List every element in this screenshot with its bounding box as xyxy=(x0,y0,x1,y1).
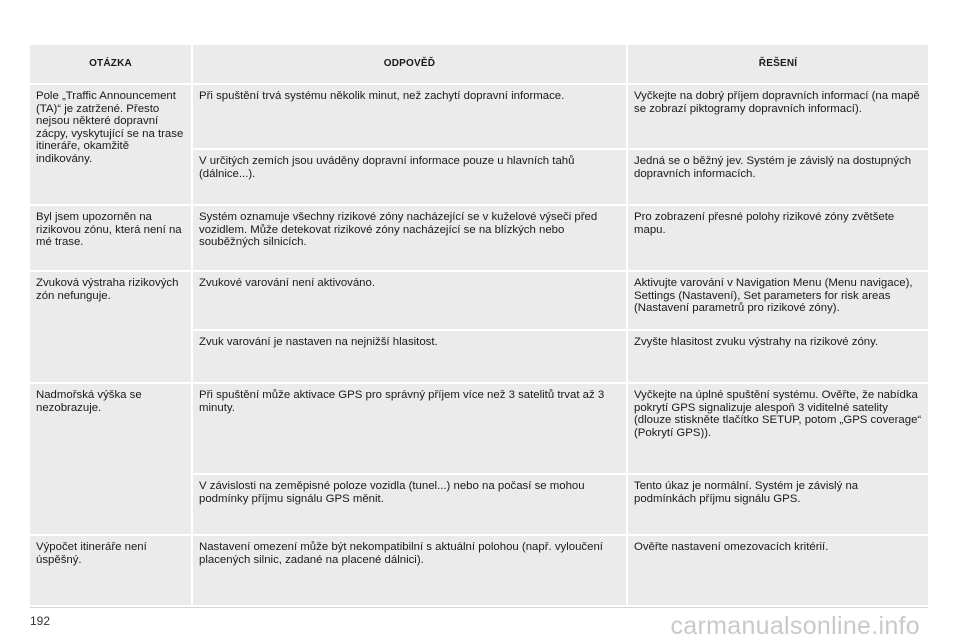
table-row xyxy=(30,205,928,271)
answer-cell: Nastavení omezení může být nekompatibilní s aktuální polohou (např. vyloučení placených silnic, zadané na placené dálnici). xyxy=(192,535,627,606)
solution-cell: Pro zobrazení přesné polohy rizikové zóny zvětšete mapu. xyxy=(627,205,928,271)
header-solution: ŘEŠENÍ xyxy=(627,45,928,84)
troubleshooting-table xyxy=(30,45,928,607)
question-cell: Pole „Traffic Announcement (TA)“ je zatržené. Přesto nejsou některé dopravní zácpy, vyskytující se na trase itineráře, okamžitě indikovány. xyxy=(30,84,192,205)
question-cell: Výpočet itineráře není úspěšný. xyxy=(30,535,192,606)
table-row xyxy=(30,84,928,149)
solution-cell: Vyčkejte na úplné spuštění systému. Ověřte, že nabídka pokrytí GPS signalizuje alespoň 3 viditelné satelity (dlouze stiskněte tlačítko SETUP, potom „GPS coverage“ (Pokrytí GPS)). xyxy=(627,383,928,474)
answer-cell: V určitých zemích jsou uváděny dopravní informace pouze u hlavních tahů (dálnice...). xyxy=(192,149,627,205)
table-row xyxy=(30,383,928,474)
question-cell: Byl jsem upozorněn na rizikovou zónu, která není na mé trase. xyxy=(30,205,192,271)
solution-cell: Vyčkejte na dobrý příjem dopravních informací (na mapě se zobrazí piktogramy dopravních informací). xyxy=(627,84,928,149)
solution-cell: Jedná se o běžný jev. Systém je závislý na dostupných dopravních informacích. xyxy=(627,149,928,205)
solution-cell: Tento úkaz je normální. Systém je závislý na podmínkách příjmu signálu GPS. xyxy=(627,474,928,535)
question-cell: Zvuková výstraha rizikových zón nefunguje. xyxy=(30,271,192,383)
header-answer: ODPOVĚĎ xyxy=(192,45,627,84)
solution-cell: Zvyšte hlasitost zvuku výstrahy na rizikové zóny. xyxy=(627,330,928,383)
solution-cell: Aktivujte varování v Navigation Menu (Menu navigace), Settings (Nastavení), Set parameters for risk areas (Nastavení parametrů pro rizikové zóny). xyxy=(627,271,928,330)
answer-cell: Při spuštění může aktivace GPS pro správný příjem více než 3 satelitů trvat až 3 minuty. xyxy=(192,383,627,474)
table-row xyxy=(30,535,928,606)
header-question: OTÁZKA xyxy=(30,45,192,84)
answer-cell: V závislosti na zeměpisné poloze vozidla (tunel...) nebo na počasí se mohou podmínky příjmu signálu GPS měnit. xyxy=(192,474,627,535)
solution-cell: Ověřte nastavení omezovacích kritérií. xyxy=(627,535,928,606)
table-header-row xyxy=(30,45,928,84)
watermark: carmanualsonline.info xyxy=(670,612,920,640)
page-number: 192 xyxy=(30,614,51,628)
answer-cell: Zvuk varování je nastaven na nejnižší hlasitost. xyxy=(192,330,627,383)
question-cell: Nadmořská výška se nezobrazuje. xyxy=(30,383,192,535)
answer-cell: Při spuštění trvá systému několik minut, než zachytí dopravní informace. xyxy=(192,84,627,149)
answer-cell: Systém oznamuje všechny rizikové zóny nacházející se v kuželové výseči před vozidlem. Může detekovat rizikové zóny nacházející se na blízkých nebo souběžných silnicích. xyxy=(192,205,627,271)
table-row xyxy=(30,271,928,330)
answer-cell: Zvukové varování není aktivováno. xyxy=(192,271,627,330)
